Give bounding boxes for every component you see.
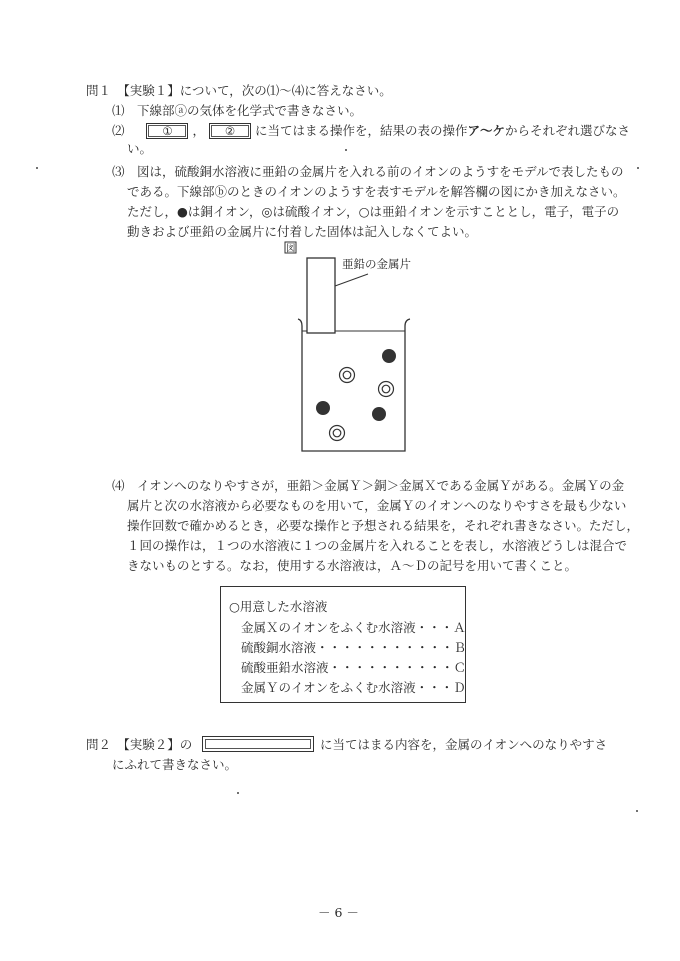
solution-item-a: 金属Ｘのイオンをふくむ水溶液・・・Ａ [241, 620, 466, 635]
sulfate-ion-inner [343, 371, 351, 379]
question-2-prefix: 問２ 【実験２】の [86, 737, 193, 752]
beaker [298, 319, 410, 451]
scan-speck [345, 149, 347, 151]
subquestion-4-line-3: 操作回数で確かめるとき，必要な操作と予想される結果を，それぞれ書きなさい。ただし， [127, 518, 640, 533]
sulfate-ion-inner [333, 429, 341, 437]
blank-separator: ， [192, 123, 205, 138]
sulfate-ion-inner [382, 385, 390, 393]
subquestion-3-line-3: ただし，●は銅イオン，◎は硫酸イオン，○は亜鉛イオンを示すこととし，電子，電子の [127, 204, 620, 219]
question-2-text-b: にふれて書きなさい。 [112, 757, 238, 772]
subquestion-3-line-1: ⑶ 図は，硫酸銅水溶液に亜鉛の金属片を入れる前のイオンのようすをモデルで表したもの [112, 164, 624, 179]
copper-ion [372, 407, 386, 421]
sulfate-ion [340, 368, 355, 383]
copper-ion [382, 349, 396, 363]
zinc-strip [307, 258, 335, 333]
scan-speck [637, 167, 639, 169]
solution-item-d: 金属Ｙのイオンをふくむ水溶液・・・Ｄ [241, 680, 466, 695]
subquestion-1: ⑴ 下線部ⓐの気体を化学式で書きなさい。 [112, 103, 363, 118]
solution-item-b: 硫酸銅水溶液・・・・・・・・・・・Ｂ [241, 640, 467, 655]
operation-range: ア〜ケ [467, 123, 505, 138]
ion-model-figure [280, 240, 430, 464]
subquestion-4-line-2: 属片と次の水溶液から必要なものを用いて，金属Ｙのイオンへのなりやすさを最も少ない [127, 498, 627, 513]
copper-ion [316, 401, 330, 415]
sulfate-ion [379, 382, 394, 397]
solution-item-c: 硫酸亜鉛水溶液・・・・・・・・・・Ｃ [241, 660, 467, 675]
subquestion-3-line-2: である。下線部ⓑのときのイオンのようすを表すモデルを解答欄の図にかき加えなさい。 [127, 184, 626, 199]
scan-speck [636, 810, 638, 812]
subquestion-4-line-1: ⑷ イオンへのなりやすさが，亜鉛＞金属Ｙ＞銅＞金属Ｘである金属Ｙがある。金属Ｙの金 [112, 478, 625, 493]
scan-speck [237, 792, 239, 794]
subquestion-2-text-a: に当てはまる操作を，結果の表の操作 [254, 123, 468, 138]
blank-box-2: ② [209, 123, 251, 139]
subquestion-2 [112, 123, 630, 139]
solutions-title: ○用意した水溶液 [229, 599, 328, 614]
beaker-diagram [280, 240, 430, 460]
subquestion-2-continued: い。 [127, 141, 153, 156]
zinc-label-leader [335, 274, 368, 286]
sulfate-ion [330, 426, 345, 441]
question-2-text-a: に当てはまる内容を，金属のイオンへのなりやすさ [320, 737, 608, 752]
subquestion-3-line-4: 動きおよび亜鉛の金属片に付着した固体は記入しなくてよい。 [127, 224, 478, 239]
subquestion-2-text-b: からそれぞれ選びなさ [504, 123, 630, 138]
blank-box-experiment-2 [202, 736, 314, 752]
blank-box-1: ① [146, 123, 188, 139]
subquestion-2-number: ⑵ [112, 123, 125, 138]
zinc-label: 亜鉛の金属片 [342, 257, 411, 271]
page-number: － 6 － [318, 905, 359, 920]
figure-label: 図 [286, 243, 296, 255]
scan-speck [36, 167, 38, 169]
question-1-header: 問１ 【実験１】について，次の⑴〜⑷に答えなさい。 [86, 83, 392, 98]
subquestion-4-line-5: きないものとする。なお，使用する水溶液は，Ａ〜Ｄの記号を用いて書くこと。 [127, 558, 578, 573]
prepared-solutions-box [220, 586, 466, 703]
subquestion-4-line-4: １回の操作は，１つの水溶液に１つの金属片を入れることを表し，水溶液どうしは混合で [127, 538, 628, 553]
